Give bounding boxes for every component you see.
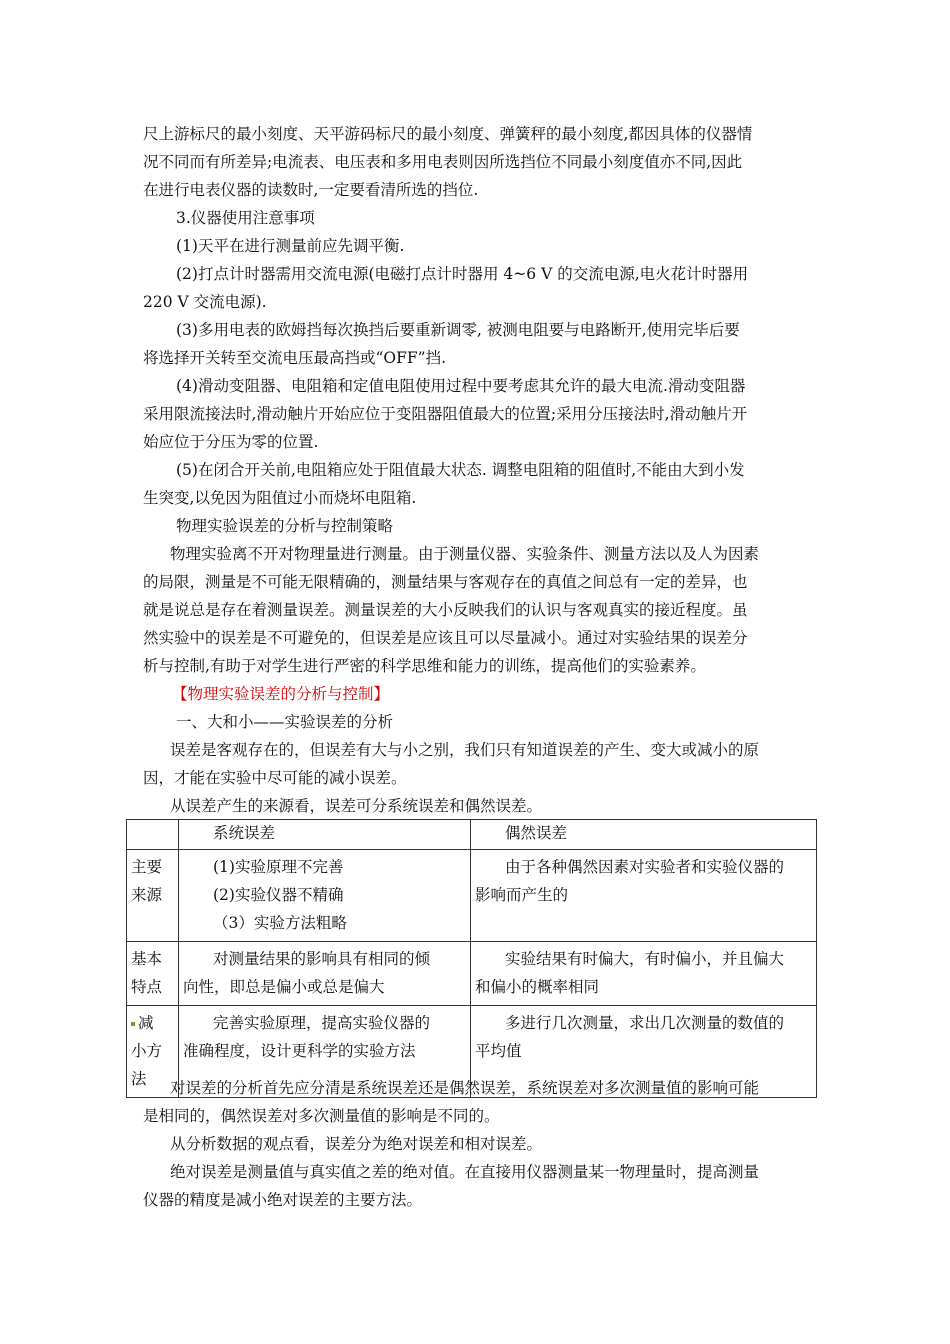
paragraph-line: 对误差的分析首先应分清是系统误差还是偶然误差，系统误差对多次测量值的影响可能 — [170, 1079, 760, 1097]
paragraph-line: 采用限流接法时,滑动触片开始应位于变阻器阻值最大的位置;采用分压接法时,滑动触片开 — [143, 405, 748, 423]
paragraph-line: 220 V 交流电源). — [143, 293, 267, 311]
paragraph-line: 仪器的精度是减小绝对误差的主要方法。 — [143, 1191, 423, 1209]
table-header-cell: 偶然误差 — [471, 820, 817, 850]
paragraph-line: 的局限，测量是不可能无限精确的，测量结果与客观存在的真值之间总有一定的差异，也 — [143, 573, 748, 591]
table-cell: 多进行几次测量，求出几次测量的数值的 平均值 — [471, 1006, 817, 1098]
paragraph-line: 析与控制,有助于对学生进行严密的科学思维和能力的训练，提高他们的实验素养。 — [143, 657, 706, 675]
row-label-cell: 主要 来源 — [127, 850, 179, 942]
paragraph-line: 绝对误差是测量值与真实值之差的绝对值。在直接用仪器测量某一物理量时，提高测量 — [170, 1163, 760, 1181]
list-item: (5)在闭合开关前,电阻箱应处于阻值最大状态. 调整电阻箱的阻值时,不能由大到小发 — [176, 461, 745, 479]
paragraph-line: 就是说总是存在着测量误差。测量误差的大小反映我们的认识与客观真实的接近程度。虽 — [143, 601, 748, 619]
section-heading: 3.仪器使用注意事项 — [176, 209, 315, 227]
subheading: 一、大和小——实验误差的分析 — [176, 713, 394, 731]
paragraph-line: 将选择开关转至交流电压最高挡或“OFF”挡. — [143, 349, 446, 367]
table-cell: 实验结果有时偏大，有时偏小，并且偏大 和偏小的概率相同 — [471, 942, 817, 1006]
table-header-row — [127, 820, 817, 850]
table-cell: 完善实验原理，提高实验仪器的 准确程度，设计更科学的实验方法 — [179, 1006, 471, 1098]
paragraph-line: 因，才能在实验中尽可能的减小误差。 — [143, 769, 407, 787]
list-item: (3)多用电表的欧姆挡每次换挡后要重新调零, 被测电阻要与电路断开,使用完毕后要 — [176, 321, 740, 339]
red-heading: 【物理实验误差的分析与控制】 — [172, 685, 390, 703]
list-item: (4)滑动变阻器、电阻箱和定值电阻使用过程中要考虑其允许的最大电流.滑动变阻器 — [176, 377, 746, 395]
paragraph-line: 尺上游标尺的最小刻度、天平游码标尺的最小刻度、弹簧秤的最小刻度,都因具体的仪器情 — [143, 125, 753, 143]
list-item: (1)天平在进行测量前应先调平衡. — [176, 237, 405, 255]
table-header-cell: 系统误差 — [179, 820, 471, 850]
table-cell: 对测量结果的影响具有相同的倾 向性，即总是偏小或总是偏大 — [179, 942, 471, 1006]
paragraph-line: 从误差产生的来源看，误差可分系统误差和偶然误差。 — [170, 797, 543, 815]
table-cell: 由于各种偶然因素对实验者和实验仪器的 影响而产生的 — [471, 850, 817, 942]
table-row — [127, 850, 817, 942]
green-marker-icon — [131, 1022, 135, 1026]
section-title: 物理实验误差的分析与控制策略 — [176, 517, 394, 535]
table-cell: (1)实验原理不完善 (2)实验仪器不精确 （3）实验方法粗略 — [179, 850, 471, 942]
row-label-cell: 基本 特点 — [127, 942, 179, 1006]
paragraph-line: 在进行电表仪器的读数时,一定要看清所选的挡位. — [143, 181, 479, 199]
list-item: (2)打点计时器需用交流电源(电磁打点计时器用 4~6 V 的交流电源,电火花计时器用 — [176, 265, 749, 283]
table-row — [127, 942, 817, 1006]
paragraph-line: 然实验中的误差是不可避免的，但误差是应该且可以尽量减小。通过对实验结果的误差分 — [143, 629, 748, 647]
paragraph-line: 误差是客观存在的，但误差有大与小之别，我们只有知道误差的产生、变大或减小的原 — [170, 741, 760, 759]
table-header-cell — [127, 820, 179, 850]
paragraph-line: 从分析数据的观点看，误差分为绝对误差和相对误差。 — [170, 1135, 543, 1153]
paragraph-line: 是相同的，偶然误差对多次测量值的影响是不同的。 — [143, 1107, 500, 1125]
error-comparison-table — [126, 819, 817, 1098]
row-label-cell: 减 小方 法 — [127, 1006, 179, 1098]
paragraph-line: 物理实验离不开对物理量进行测量。由于测量仪器、实验条件、测量方法以及人为因素 — [170, 545, 760, 563]
paragraph-line: 况不同而有所差异;电流表、电压表和多用电表则因所选挡位不同最小刻度值亦不同,因此 — [143, 153, 743, 171]
paragraph-line: 始应位于分压为零的位置. — [143, 433, 319, 451]
paragraph-line: 生突变,以免因为阻值过小而烧坏电阻箱. — [143, 489, 417, 507]
